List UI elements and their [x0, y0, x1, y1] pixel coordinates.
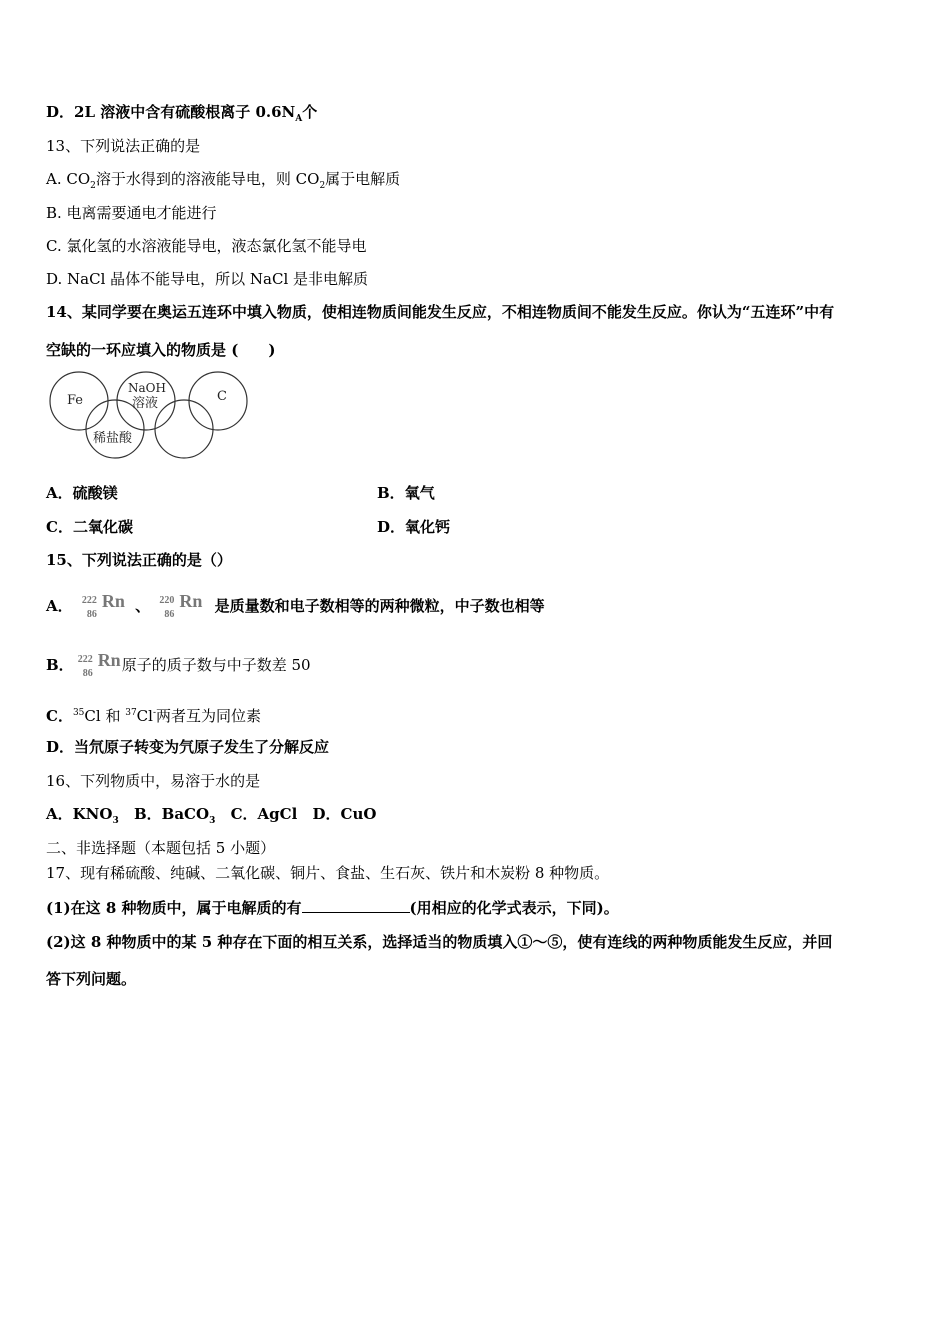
q16-options — [46, 804, 376, 831]
element-symbol: Rn — [97, 650, 121, 670]
separator: 、 — [135, 597, 151, 615]
ring-label-solution: 溶液 — [132, 396, 159, 411]
option-text: 是质量数和电子数相等的两种微粒，中子数也相等 — [214, 597, 545, 615]
superscript: 35 — [72, 708, 85, 718]
option-label: A． — [46, 597, 73, 615]
q14-option-d — [377, 517, 450, 537]
ring-label-c: C — [217, 389, 227, 404]
atomic-number: 86 — [82, 668, 93, 679]
q14-option-c — [46, 517, 133, 537]
q13-option-b: B. 电离需要通电才能进行 — [46, 204, 217, 222]
subscript: 2 — [319, 181, 326, 191]
option-text: 二氧化碳 — [72, 518, 133, 536]
option-text: AgCl — [257, 805, 298, 823]
q12-option-d — [46, 102, 317, 129]
nuclide-rn-220 — [155, 593, 203, 621]
option-label: C． — [230, 805, 258, 823]
option-text: Cl — [136, 707, 153, 725]
superscript: 37 — [125, 708, 137, 718]
option-text: BaCO — [161, 805, 210, 823]
element-symbol: Rn — [179, 591, 203, 611]
q13-option-c: C. 氯化氢的水溶液能导电，液态氯化氢不能导电 — [46, 237, 367, 255]
subscript: 2 — [90, 181, 96, 191]
option-text: 溶于水得到的溶液能导电，则 CO — [95, 170, 320, 188]
option-label: C． — [46, 707, 73, 725]
option-text: KNO — [72, 805, 113, 823]
option-label: A． — [46, 484, 73, 502]
q15-option-a — [46, 592, 545, 621]
question-text: (1)在这 8 种物质中，属于电解质的有 — [46, 899, 302, 917]
mass-number: 220 — [159, 595, 175, 606]
atomic-number: 86 — [86, 609, 97, 620]
option-label: B． — [133, 805, 162, 823]
option-text: 属于电解质 — [325, 170, 401, 188]
olympic-rings-diagram — [46, 370, 256, 465]
option-label: D． — [46, 738, 75, 756]
q15-option-b — [46, 651, 311, 680]
option-text: 原子的质子数与中子数差 50 — [121, 656, 311, 674]
option-text: 当氘原子转变为氕原子发生了分解反应 — [74, 738, 330, 756]
subscript: A — [295, 114, 303, 124]
option-text: CuO — [340, 805, 377, 823]
option-label: D． — [312, 805, 341, 823]
q17-part1 — [46, 898, 619, 918]
subscript: 3 — [112, 816, 119, 826]
option-text: 氧化钙 — [405, 518, 451, 536]
ring-label-hcl: 稀盐酸 — [93, 431, 133, 446]
q17-part2-line2: 答下列问题。 — [46, 970, 137, 988]
q17-part2-line1: (2)这 8 种物质中的某 5 种存在下面的相互关系，选择适当的物质填入①～⑤，使有连线的两种物质能发生反应，并回 — [46, 933, 833, 951]
q14-option-a — [46, 483, 118, 503]
q15-title: 15、下列说法正确的是（） — [46, 551, 232, 569]
q14-title-line1: 14、某同学要在奥运五连环中填入物质，使相连物质间能发生反应，不相连物质间不能发生反应。你认为“五连环”中有 — [46, 303, 835, 321]
option-text: 两者互为同位素 — [156, 707, 262, 725]
element-symbol: Rn — [101, 591, 125, 611]
ring-empty — [155, 400, 213, 458]
option-text: 2L 溶液中含有硫酸根离子 0.6N — [74, 103, 296, 121]
subscript: 3 — [209, 816, 216, 826]
nuclide-rn-222 — [74, 652, 122, 680]
option-text: Cl 和 — [84, 707, 126, 725]
option-label: D． — [46, 103, 75, 121]
q14-option-b — [377, 483, 435, 503]
q14-title-line2: 空缺的一环应填入的物质是 ( ) — [46, 341, 276, 359]
option-label: C． — [46, 518, 73, 536]
option-text-suffix: 个 — [302, 103, 318, 121]
ring-label-naoh: NaOH — [128, 381, 166, 395]
option-label: B． — [46, 656, 74, 674]
mass-number: 222 — [77, 654, 93, 665]
q13-option-a — [46, 169, 400, 196]
section-heading: 二、非选择题（本题包括 5 小题） — [46, 839, 276, 857]
superscript: - — [152, 708, 156, 718]
q15-option-d — [46, 737, 329, 757]
option-text: 硫酸镁 — [72, 484, 118, 502]
q13-option-d: D. NaCl 晶体不能导电，所以 NaCl 是非电解质 — [46, 270, 369, 288]
nuclide-rn-222 — [78, 593, 126, 621]
mass-number: 222 — [81, 595, 97, 606]
answer-blank[interactable] — [302, 898, 410, 913]
option-text: 氧气 — [404, 484, 435, 502]
q16-title: 16、下列物质中，易溶于水的是 — [46, 772, 261, 790]
option-label: B． — [377, 484, 405, 502]
q17-title: 17、现有稀硫酸、纯碱、二氧化碳、铜片、食盐、生石灰、铁片和木炭粉 8 种物质。 — [46, 864, 610, 882]
q13-title: 13、下列说法正确的是 — [46, 137, 201, 155]
q15-option-c — [46, 703, 261, 726]
option-text: A. CO — [46, 170, 91, 188]
option-label: D． — [377, 518, 406, 536]
question-text: (用相应的化学式表示，下同)。 — [409, 899, 619, 917]
option-label: A． — [46, 805, 73, 823]
ring-label-fe: Fe — [67, 393, 84, 408]
atomic-number: 86 — [164, 609, 175, 620]
